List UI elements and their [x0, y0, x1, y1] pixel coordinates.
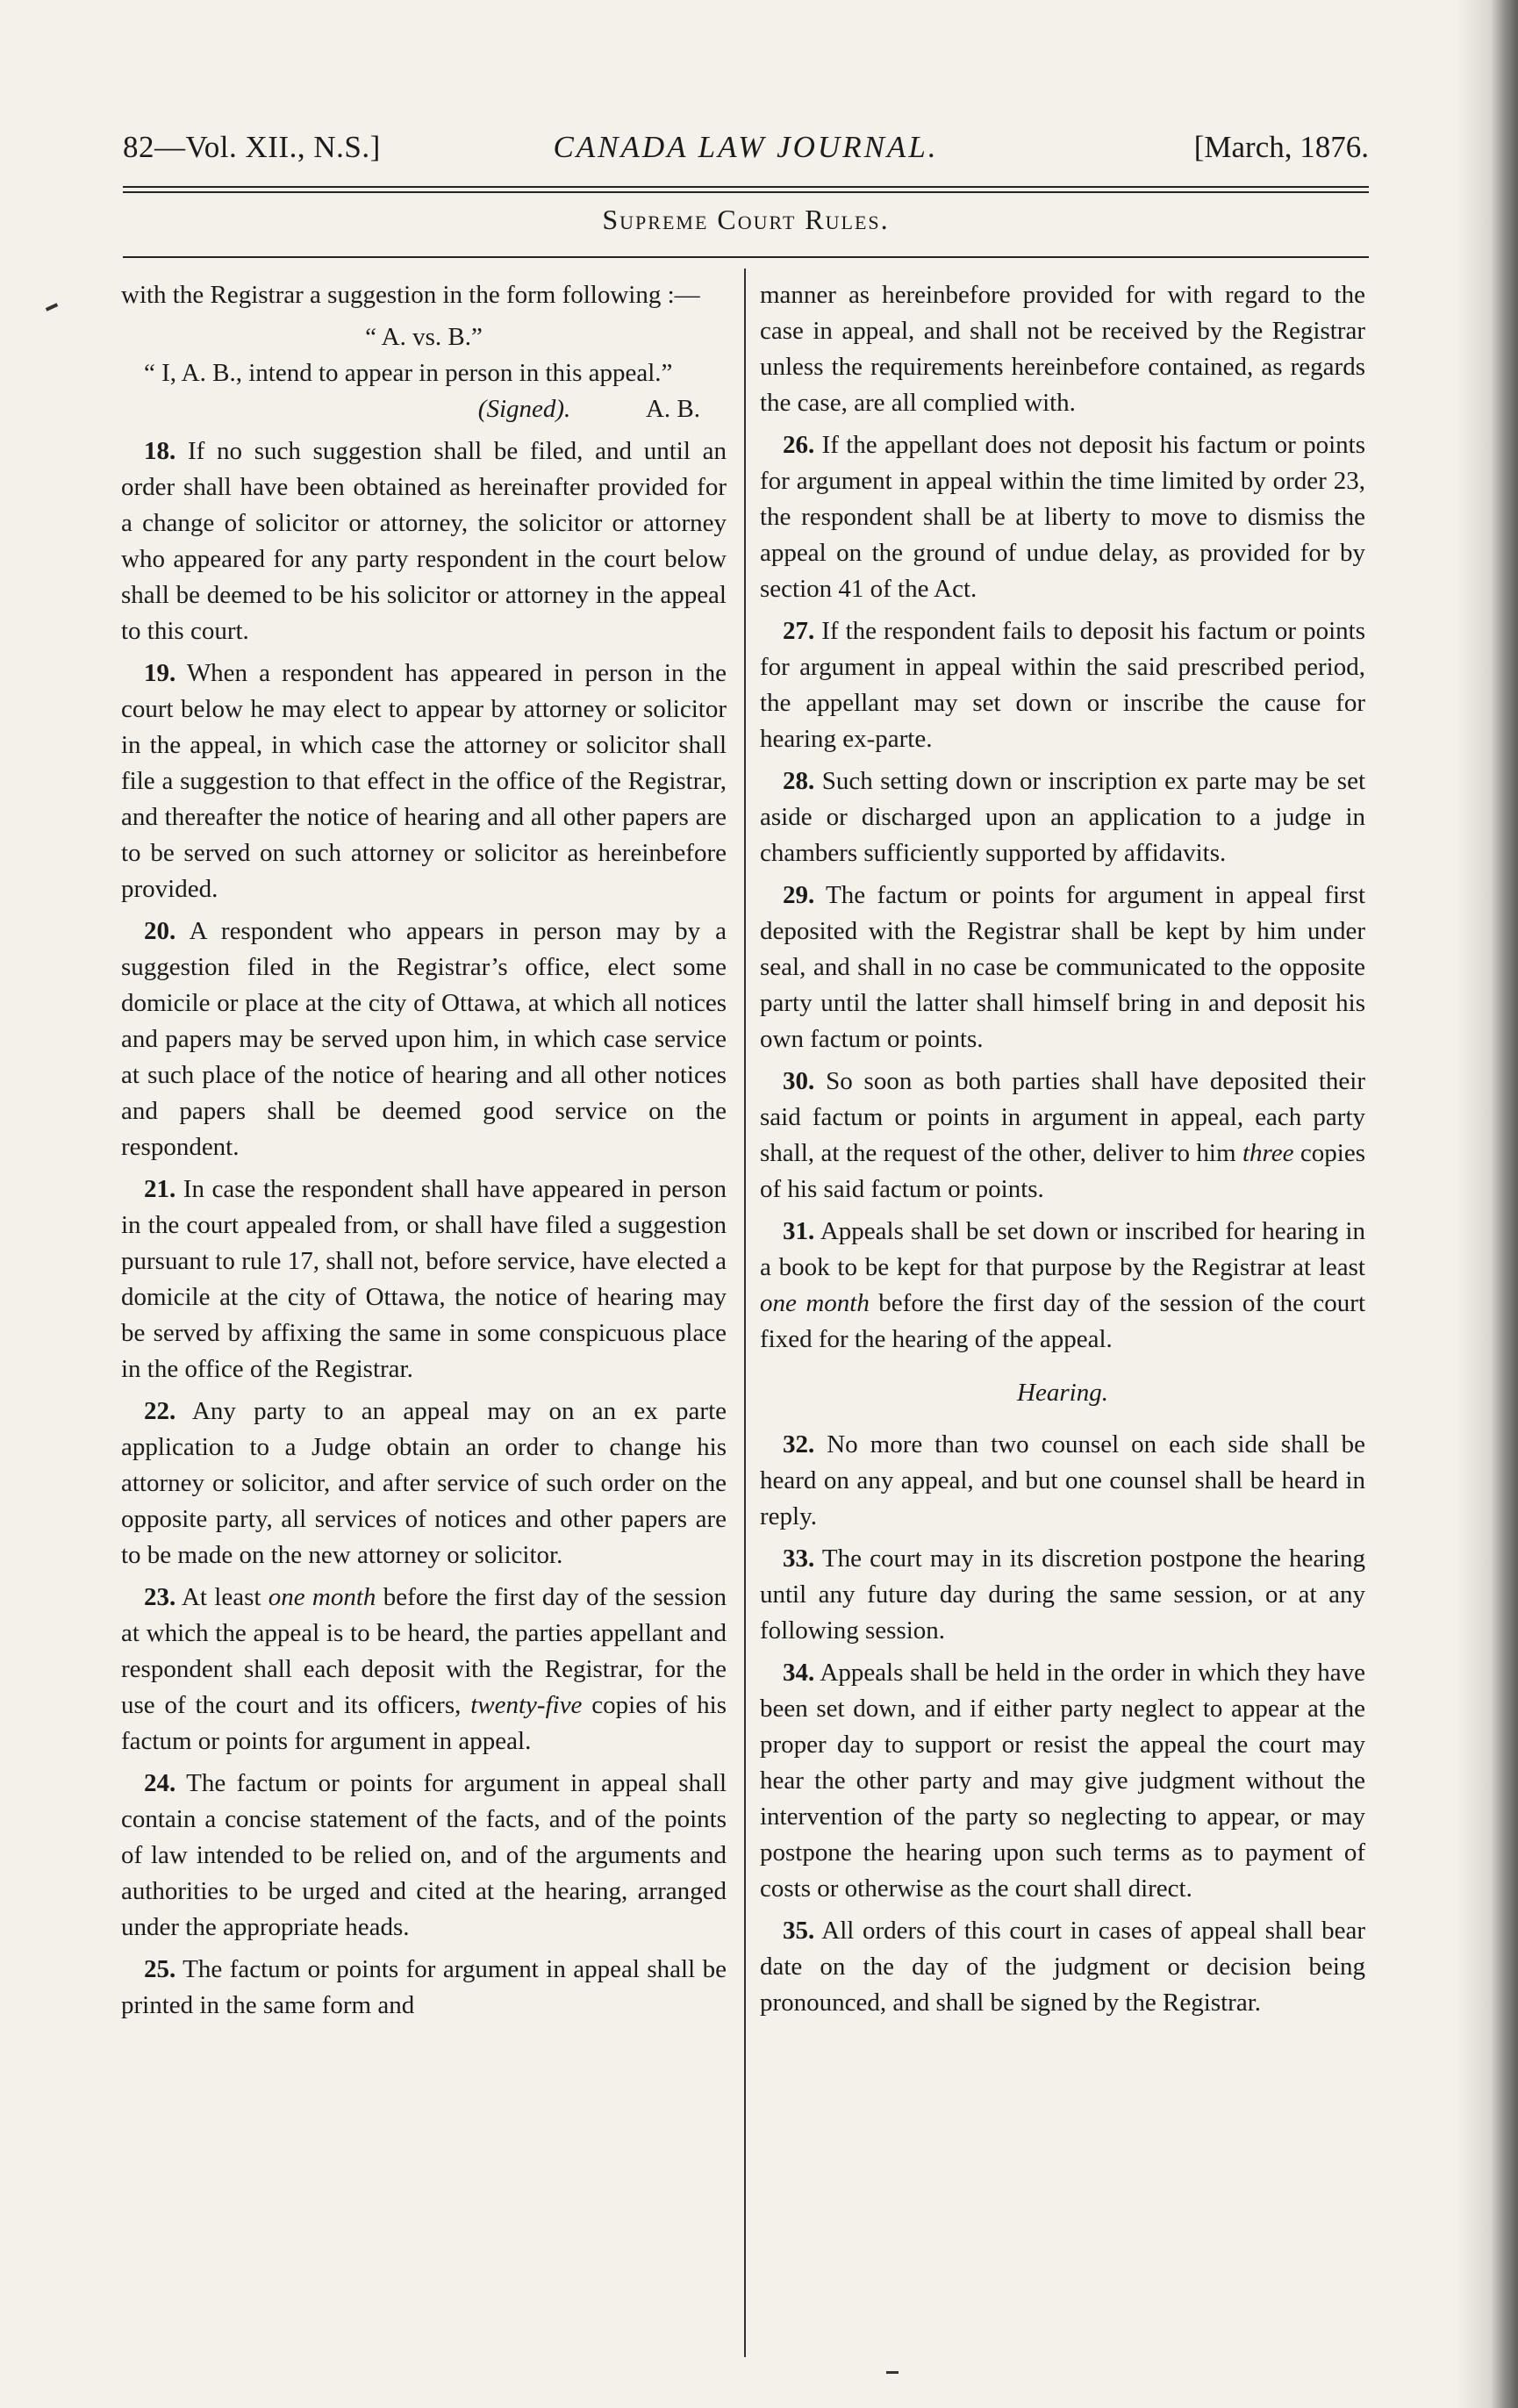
rule-30: [760, 1064, 1365, 1208]
rule-number: 24.: [144, 1769, 176, 1797]
page-foot-mark: [886, 2371, 899, 2374]
rule-number: 29.: [783, 881, 815, 909]
rule-number: 28.: [783, 767, 815, 795]
rule-emphasis: one month: [760, 1289, 870, 1317]
rule-text: If no such suggestion shall be filed, and until an order shall have been obtained as hereinafter provided for a change of solicitor or attorney, the solicitor or attorney who appeared for any party respondent in the court below shall be deemed to be his solicitor or attorney in the appeal to this court.: [121, 437, 727, 645]
rule-number: 31.: [783, 1217, 815, 1245]
rule-text: A respondent who appears in person may by a suggestion filed in the Registrar’s office, elect some domicile or place at the city of Ottawa, at which all notices and papers may be served upon him, in which case service at such place of the notice of hearing and all other notices and papers shall be deemed good service on the respondent.: [121, 917, 727, 1161]
journal-title: CANADA LAW JOURNAL.: [553, 130, 939, 164]
rule-number: 34.: [783, 1659, 815, 1687]
rule-24: [121, 1766, 727, 1946]
rule-35: [760, 1913, 1365, 2021]
rule-number: 20.: [144, 917, 176, 945]
rule-emphasis: twenty-five: [470, 1691, 583, 1719]
rule-text: The factum or points for argument in appeal first deposited with the Registrar shall be kept by him under seal, and shall in no case be communicated to the opposite party until the latter shall himself bring in and deposit his own factum or points.: [760, 881, 1365, 1053]
rule-34: [760, 1655, 1365, 1907]
rule-number: 26.: [783, 431, 815, 459]
rule-text: copies of his factum or points for argument in appeal.: [121, 1691, 727, 1755]
section-rule: [123, 256, 1369, 258]
rule-emphasis: three: [1242, 1139, 1294, 1167]
running-header: [123, 130, 1369, 174]
rule-number: 22.: [144, 1397, 176, 1425]
rule-text: All orders of this court in cases of appeal shall bear date on the day of the judgment or decision being pronounced, and shall be signed by the Registrar.: [760, 1917, 1365, 2017]
rule-26: [760, 427, 1365, 607]
rule-25: [121, 1952, 727, 2024]
rule-text: Appeals shall be held in the order in which they have been set down, and if either party neglect to appear at the proper day to support or resist the appeal the court may hear the other party and may give judgment without the intervention of the party so neglecting to appear, or may postpone the hearing upon such terms as to payment of costs or otherwise as the court shall direct.: [760, 1659, 1365, 1903]
signed-label: (Signed).: [477, 395, 571, 423]
rule-21: [121, 1172, 727, 1387]
rule-text: before the first day of the session of the court fixed for the hearing of the appeal.: [760, 1289, 1366, 1353]
rule-text: When a respondent has appeared in person in the court below he may elect to appear by attorney or solicitor in the appeal, in which case the attorney or solicitor shall file a suggestion to that effect in the office of the Registrar, and thereafter the notice of hearing and all other papers are to be served on such attorney or solicitor as hereinbefore provided.: [121, 659, 727, 903]
right-column: [760, 277, 1365, 2027]
rule-33: [760, 1541, 1365, 1649]
column-divider: [744, 269, 746, 2357]
rule-text: The factum or points for argument in appeal shall be printed in the same form and: [121, 1955, 727, 2019]
rule-text: Such setting down or inscription ex parte may be set aside or discharged upon an application to a judge in chambers sufficiently supported by affidavits.: [760, 767, 1365, 867]
rule-27: [760, 613, 1365, 757]
form-intro: with the Registrar a suggestion in the form following :—: [121, 281, 700, 309]
rule-number: 19.: [144, 659, 176, 687]
signed-name: A. B.: [645, 395, 700, 423]
rule-text: So soon as both parties shall have deposited their said factum or points in argument in appeal, each party shall, at the request of the other, deliver to him: [760, 1067, 1366, 1167]
rule-number: 32.: [783, 1430, 815, 1458]
rule-18: [121, 434, 727, 649]
rule-text: No more than two counsel on each side shall be heard on any appeal, and but one counsel shall be heard in reply.: [760, 1430, 1366, 1530]
page-reference: 82—Vol. XII., N.S.]: [123, 130, 381, 164]
rule-20: [121, 914, 727, 1165]
subheading-hearing: Hearing.: [1017, 1379, 1108, 1407]
rule-23: [121, 1580, 727, 1759]
rule-32: [760, 1427, 1365, 1535]
section-title: Supreme Court Rules.: [602, 204, 890, 235]
form-title: “ A. vs. B.”: [365, 323, 483, 351]
rule-number: 35.: [783, 1917, 815, 1945]
rule-text: Any party to an appeal may on an ex parte application to a Judge obtain an order to change his attorney or solicitor, and after service of such order on the opposite party, all services of notices and other papers are to be made on the new attorney or solicitor.: [121, 1397, 727, 1569]
rule-22: [121, 1394, 727, 1573]
rule-text: copies of his said factum or points.: [760, 1139, 1365, 1203]
rule-text: In case the respondent shall have appeared in person in the court appealed from, or shall have filed a suggestion pursuant to rule 17, shall not, before service, have elected a domicile at the city of Ottawa, the notice of hearing may be served by affixing the same in some conspicuous place in the office of the Registrar.: [121, 1175, 727, 1383]
rule-19: [121, 656, 727, 907]
form-signature: [121, 391, 727, 427]
rule-text: At least: [181, 1583, 261, 1611]
rule-text: Appeals shall be set down or inscribed for hearing in a book to be kept for that purpose by the Registrar at least: [760, 1217, 1365, 1281]
rule-emphasis: one month: [268, 1583, 376, 1611]
rule-number: 25.: [144, 1955, 176, 1983]
rule-number: 23.: [144, 1583, 176, 1611]
rule-text: The court may in its discretion postpone the hearing until any future day during the same session, or at any following session.: [760, 1544, 1366, 1645]
rule-text: If the appellant does not deposit his factum or points for argument in appeal within the time limited by order 23, the respondent shall be at liberty to move to dismiss the appeal on the ground of undue delay, as provided for by section 41 of the Act.: [760, 431, 1366, 603]
rule-text: If the respondent fails to deposit his factum or points for argument in appeal within the said prescribed period, the appellant may set down or inscribe the cause for hearing ex-parte.: [760, 617, 1365, 753]
rule-number: 27.: [783, 617, 815, 645]
rule-31: [760, 1214, 1365, 1358]
rule-text: before the first day of the session at which the appeal is to be heard, the parties appellant and respondent shall each deposit with the Registrar, for the use of the court and its officers,: [121, 1583, 727, 1719]
rule-number: 33.: [783, 1544, 815, 1573]
header-rule-bottom: [123, 191, 1369, 193]
ink-mark: [46, 303, 58, 312]
form-text: “ I, A. B., intend to appear in person in this appeal.”: [144, 359, 673, 387]
left-column: [121, 277, 727, 2030]
page-edge-shadow: [1457, 0, 1518, 2408]
rule-text: The factum or points for argument in appeal shall contain a concise statement of the facts, and of the points of law intended to be relied on, and of the arguments and authorities to be urged and cited at the hearing, arranged under the appropriate heads.: [121, 1769, 727, 1941]
rule-28: [760, 763, 1365, 871]
rule-29: [760, 878, 1365, 1057]
rule-number: 18.: [144, 437, 176, 465]
rule-25-continued: manner as hereinbefore provided for with regard to the case in appeal, and shall not be received by the Registrar unless the requirements hereinbefore contained, as regards the case, are all complied with.: [760, 281, 1365, 417]
header-rule-top: [123, 186, 1369, 188]
issue-date: [March, 1876.: [1193, 130, 1369, 164]
rule-number: 30.: [783, 1067, 815, 1095]
rule-number: 21.: [144, 1175, 176, 1203]
